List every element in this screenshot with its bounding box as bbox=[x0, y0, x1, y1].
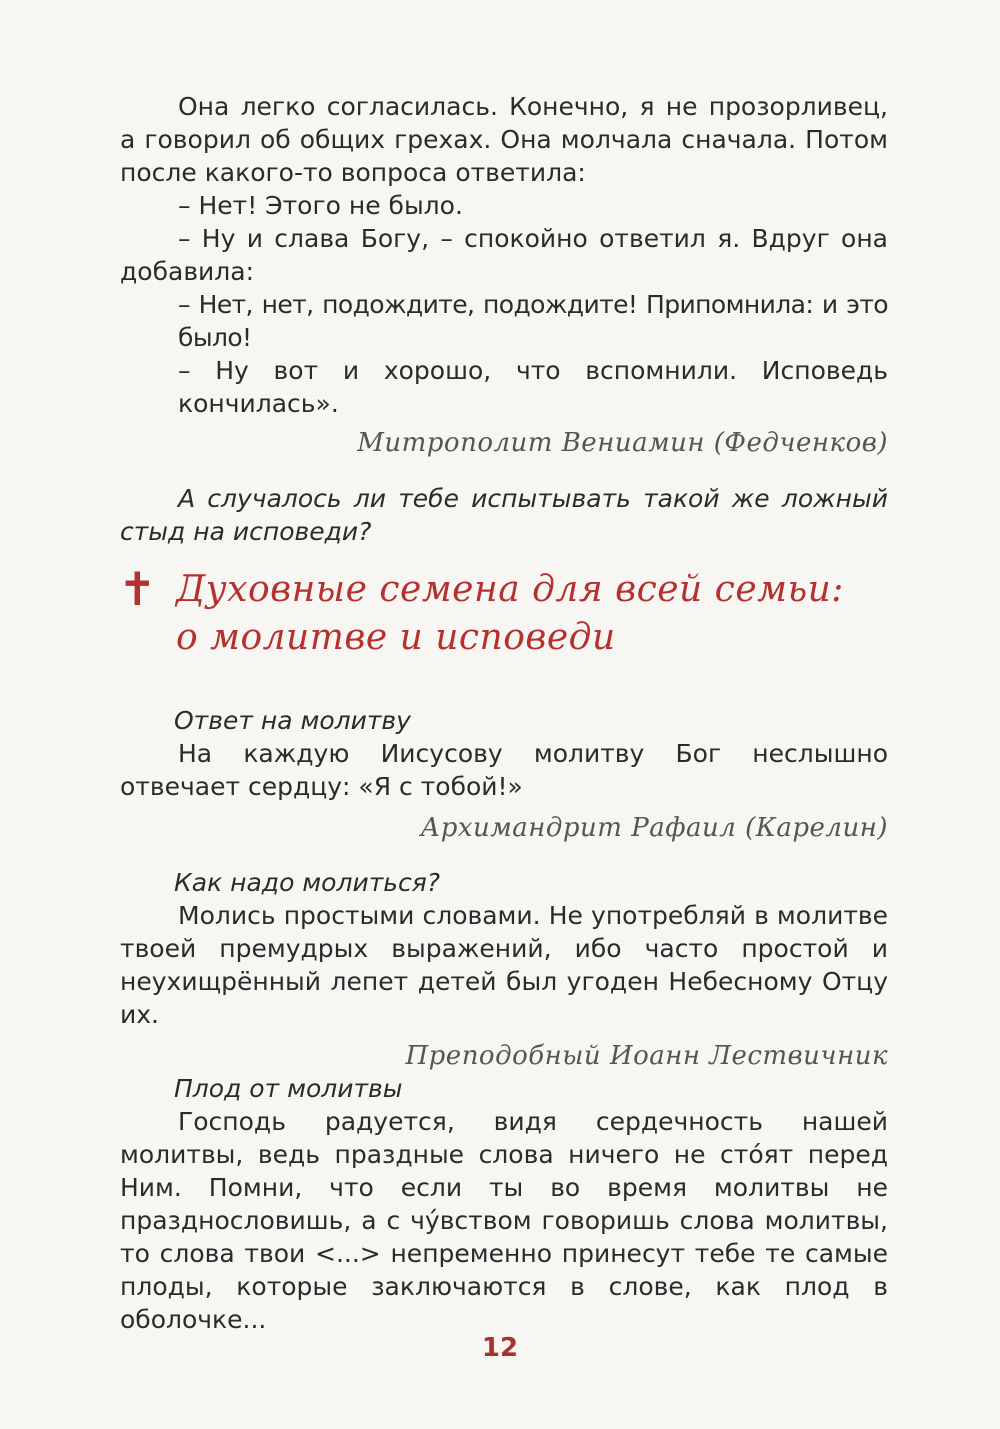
section-heading bbox=[118, 562, 898, 662]
dialogue-line: – Ну вот и хорошо, что вспомнили. Исповедь кончилась». bbox=[178, 356, 888, 418]
quote-author: Архимандрит Рафаил (Карелин) bbox=[420, 813, 888, 843]
quote-author: Преподобный Иоанн Лествичник bbox=[405, 1041, 888, 1071]
quote-text: На каждую Иисусову молитву Бог неслышно отвечает сердцу: «Я с тобой!» bbox=[120, 739, 888, 801]
quote-subtitle: Ответ на молитву bbox=[174, 706, 411, 735]
section-title-line-1: Духовные семена для всей семьи: bbox=[176, 569, 844, 610]
story-block bbox=[120, 90, 888, 548]
dialogue-line: – Нет! Этого не было. bbox=[178, 191, 463, 220]
quote-text: Молись простыми словами. Не употребляй в молитве твоей премудрых выражений, ибо часто простой и неухищрённый лепет детей был угоден Небесному Отцу их. bbox=[120, 901, 888, 1029]
reflection-question: А случалось ли тебе испытывать такой же ложный стыд на исповеди? bbox=[120, 484, 888, 546]
dialogue-line: – Нет, нет, подождите, подождите! Припомнила: и это было! bbox=[178, 290, 888, 352]
story-paragraph: Она легко согласилась. Конечно, я не прозорливец, а говорил об общих грехах. Она молчала сначала. Потом после какого-то вопроса ответила: bbox=[120, 92, 888, 187]
section-title-line-2: о молитве и исповеди bbox=[176, 617, 616, 658]
quote-text: Господь радуется, видя сердечность нашей молитвы, ведь праздные слова ничего не стóят перед Ним. Помни, что если ты во время молитвы не празднословишь, а с чýвством говоришь слова молитвы, то слова твои <...> непременно принесут тебе те самые плоды, которые заключаются в слове, как плод в оболочке... bbox=[120, 1107, 888, 1334]
quote-subtitle: Плод от молитвы bbox=[174, 1074, 403, 1103]
quote-author: Митрополит Вениамин (Федченков) bbox=[357, 428, 888, 458]
quote-item bbox=[120, 1072, 888, 1336]
quote-item bbox=[120, 704, 888, 845]
cross-icon: ✝ bbox=[118, 562, 157, 616]
quote-subtitle: Как надо молиться? bbox=[174, 868, 441, 897]
page-number: 12 bbox=[481, 1333, 519, 1363]
dialogue-line: – Ну и слава Богу, – спокойно ответил я. Вдруг она добавила: bbox=[120, 224, 888, 286]
quote-item bbox=[120, 866, 888, 1073]
